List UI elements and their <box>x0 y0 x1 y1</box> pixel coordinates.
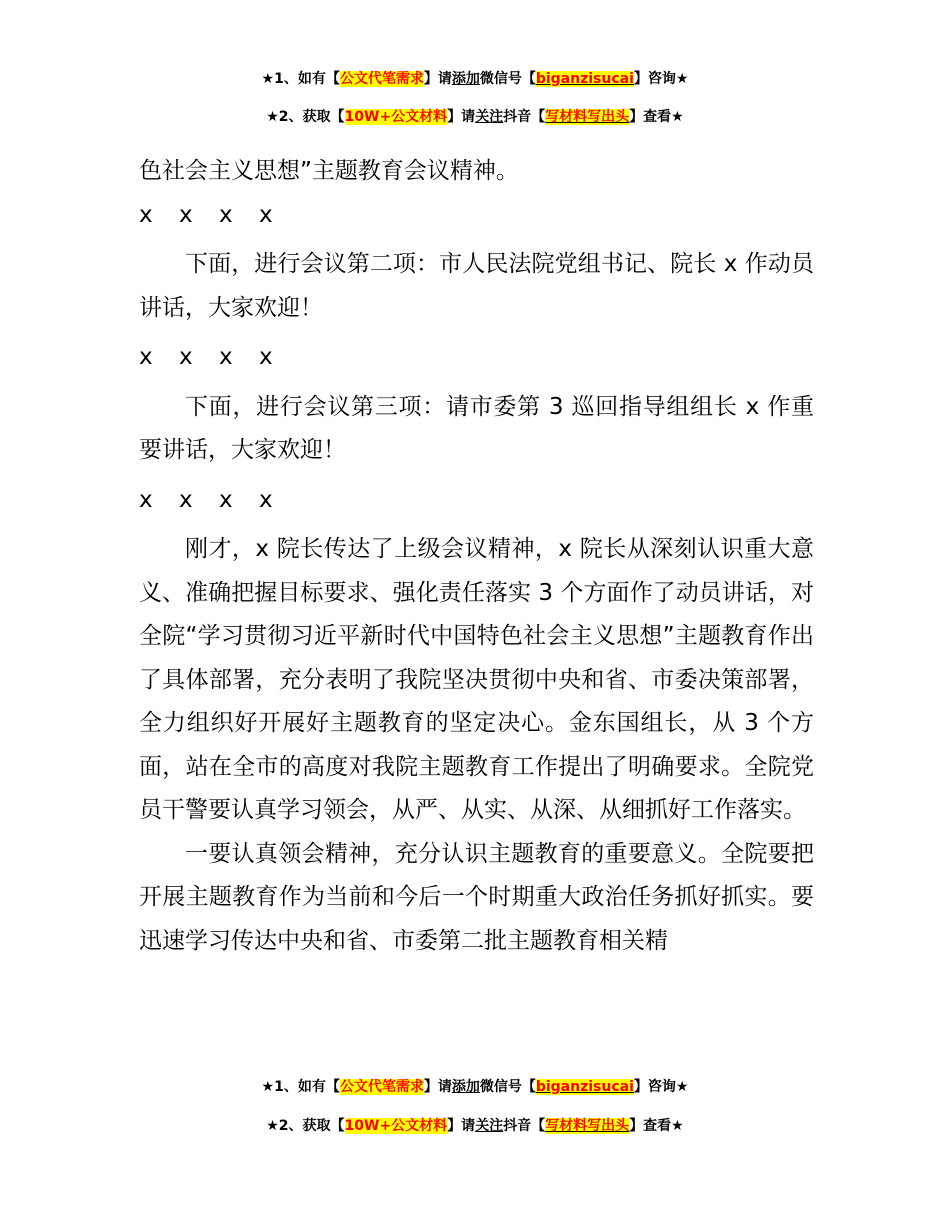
placeholder-x: x <box>139 344 153 370</box>
document-body <box>139 150 814 963</box>
highlight-service: 公文代笔需求 <box>339 1079 424 1095</box>
paragraph-continuation: 色社会主义思想”主题教育会议精神。 <box>139 158 519 184</box>
highlight-service: 公文代笔需求 <box>339 71 424 87</box>
banner-text: 】查看★ <box>629 1118 684 1134</box>
footer-banner-line-1 <box>0 1077 950 1097</box>
banner-text: 微信号【 <box>479 71 536 87</box>
banner-text: 】请 <box>447 109 476 125</box>
placeholder-x: x <box>219 201 233 228</box>
placeholder-x: x <box>139 201 153 228</box>
header-banner-line-1 <box>0 69 950 89</box>
underlined-add: 添加 <box>451 71 480 87</box>
placeholder-x: x <box>179 486 193 513</box>
banner-text: ★1、如有【 <box>261 1079 340 1095</box>
placeholder-x: x <box>179 344 193 370</box>
highlight-wechat-id: biganzisucai <box>535 1079 634 1095</box>
placeholder-x: x <box>179 201 193 228</box>
highlight-materials: 10W+公文材料 <box>344 109 448 125</box>
placeholder-row <box>139 336 814 380</box>
footer-banner-line-2 <box>0 1116 950 1136</box>
header-banner-line-2 <box>0 107 950 127</box>
banner-text: 】请 <box>423 1079 452 1095</box>
banner-text: ★2、获取【 <box>266 1118 345 1134</box>
banner-text: 抖音【 <box>503 1118 546 1134</box>
paragraph-requirement-one: 一要认真领会精神，充分认识主题教育的重要意义。全院要把开展主题教育作为当前和今后一个时期重大政治任务抓好抓实。要迅速学习传达中央和省、市委第二批主题教育相关精 <box>139 840 814 954</box>
underlined-follow: 关注 <box>475 109 504 125</box>
banner-text: 】请 <box>447 1118 476 1134</box>
banner-text: 】请 <box>423 71 452 87</box>
highlight-wechat-id: biganzisucai <box>535 71 634 87</box>
highlight-douyin-account: 写材料写出头 <box>545 109 630 125</box>
highlight-douyin-account: 写材料写出头 <box>545 1118 630 1134</box>
highlight-materials: 10W+公文材料 <box>344 1118 448 1134</box>
banner-text: 抖音【 <box>503 109 546 125</box>
placeholder-row <box>139 479 814 523</box>
placeholder-x: x <box>259 486 273 513</box>
banner-text: 】咨询★ <box>633 71 689 87</box>
paragraph-summary: 刚才，x 院长传达了上级会议精神，x 院长从深刻认识重大意义、准确把握目标要求、强化责任落实 3 个方面作了动员讲话，对全院“学习贯彻习近平新时代中国特色社会主义思想”主题教育作出了具体部署，充分表明了我院坚决贯彻中央和省、市委决策部署，全力组织好开展好主题教育的坚定决心。金东国组长，从 3 个方面，站在全市的高度对我院主题教育工作提出了明确要求。全院党员干警要认真学习领会，从严、从实、从深、从细抓好工作落实。 <box>139 536 814 823</box>
banner-text: 】咨询★ <box>633 1079 689 1095</box>
underlined-follow: 关注 <box>475 1118 504 1134</box>
placeholder-x: x <box>219 344 233 370</box>
placeholder-x: x <box>219 486 233 513</box>
underlined-add: 添加 <box>451 1079 480 1095</box>
banner-text: 微信号【 <box>479 1079 536 1095</box>
banner-text: 】查看★ <box>629 109 684 125</box>
paragraph-item-two: 下面，进行会议第二项：市人民法院党组书记、院长 x 作动员讲话，大家欢迎！ <box>139 251 814 321</box>
paragraph-item-three: 下面，进行会议第三项：请市委第 3 巡回指导组组长 x 作重要讲话，大家欢迎！ <box>139 393 814 463</box>
placeholder-x: x <box>139 486 153 513</box>
placeholder-row <box>139 194 814 238</box>
placeholder-x: x <box>259 344 273 370</box>
placeholder-x: x <box>259 201 273 228</box>
banner-text: ★2、获取【 <box>266 109 345 125</box>
banner-text: ★1、如有【 <box>261 71 340 87</box>
